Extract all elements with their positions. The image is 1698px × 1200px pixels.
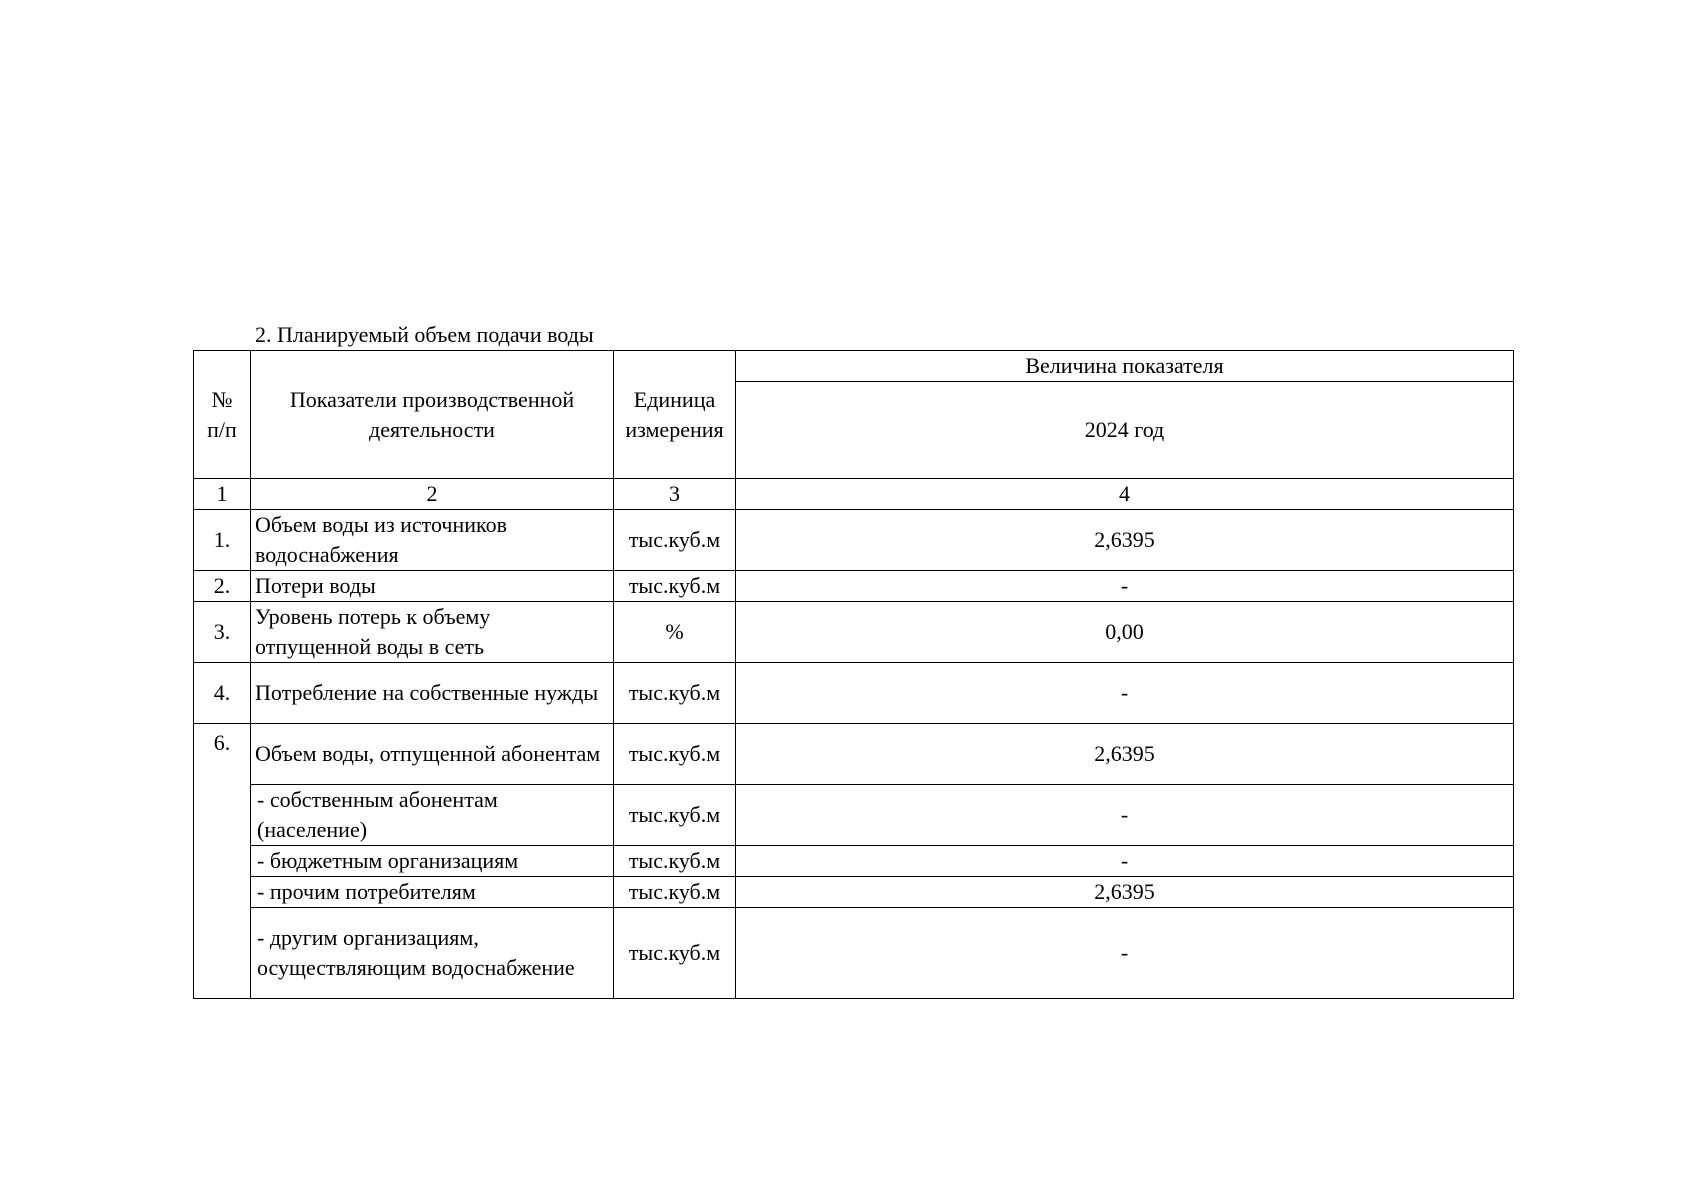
row-value: -	[736, 785, 1514, 846]
row-num: 1.	[194, 510, 251, 571]
row-value: 2,6395	[736, 510, 1514, 571]
column-number-row	[194, 479, 1514, 510]
table-row	[194, 663, 1514, 724]
row-unit: тыс.куб.м	[614, 724, 736, 785]
column-number: 3	[614, 479, 736, 510]
row-name: Объем воды, отпущенной абонентам	[251, 724, 614, 785]
row-name: - другим организациям, осуществляющим водоснабжение	[251, 908, 614, 999]
row-name: Объем воды из источников водоснабжения	[251, 510, 614, 571]
row-name: - собственным абонентам (население)	[251, 785, 614, 846]
header-unit: Единица измерения	[614, 351, 736, 479]
row-value: -	[736, 571, 1514, 602]
row-unit: %	[614, 602, 736, 663]
water-supply-table	[193, 350, 1514, 999]
header-year: 2024 год	[736, 382, 1514, 479]
column-number: 2	[251, 479, 614, 510]
row-num: 2.	[194, 571, 251, 602]
row-value: -	[736, 908, 1514, 999]
row-value: -	[736, 846, 1514, 877]
header-num-line1: №	[211, 386, 233, 412]
table-row	[194, 724, 1514, 785]
header-row	[194, 351, 1514, 382]
row-unit: тыс.куб.м	[614, 785, 736, 846]
row-unit: тыс.куб.м	[614, 510, 736, 571]
table-row	[194, 785, 1514, 846]
row-unit: тыс.куб.м	[614, 877, 736, 908]
row-num: 4.	[194, 663, 251, 724]
column-number: 4	[736, 479, 1514, 510]
header-indicators: Показатели производственной деятельности	[251, 351, 614, 479]
row-name: Потери воды	[251, 571, 614, 602]
header-value-group: Величина показателя	[736, 351, 1514, 382]
table-caption: 2. Планируемый объем подачи воды	[255, 322, 594, 347]
row-value: -	[736, 663, 1514, 724]
row-unit: тыс.куб.м	[614, 846, 736, 877]
row-num: 3.	[194, 602, 251, 663]
row-value: 2,6395	[736, 724, 1514, 785]
header-num-line2: п/п	[207, 416, 237, 442]
table-row	[194, 877, 1514, 908]
table-row	[194, 908, 1514, 999]
row-unit: тыс.куб.м	[614, 908, 736, 999]
table-row	[194, 510, 1514, 571]
row-name: Уровень потерь к объему отпущенной воды в сеть	[251, 602, 614, 663]
table-row	[194, 602, 1514, 663]
header-num	[194, 351, 251, 479]
column-number: 1	[194, 479, 251, 510]
row-value: 2,6395	[736, 877, 1514, 908]
row-name: - бюджетным организациям	[251, 846, 614, 877]
row-name: Потребление на собственные нужды	[251, 663, 614, 724]
table-row	[194, 846, 1514, 877]
table-row	[194, 571, 1514, 602]
row-unit: тыс.куб.м	[614, 663, 736, 724]
row-num: 6.	[194, 724, 251, 999]
row-value: 0,00	[736, 602, 1514, 663]
row-name: - прочим потребителям	[251, 877, 614, 908]
row-unit: тыс.куб.м	[614, 571, 736, 602]
